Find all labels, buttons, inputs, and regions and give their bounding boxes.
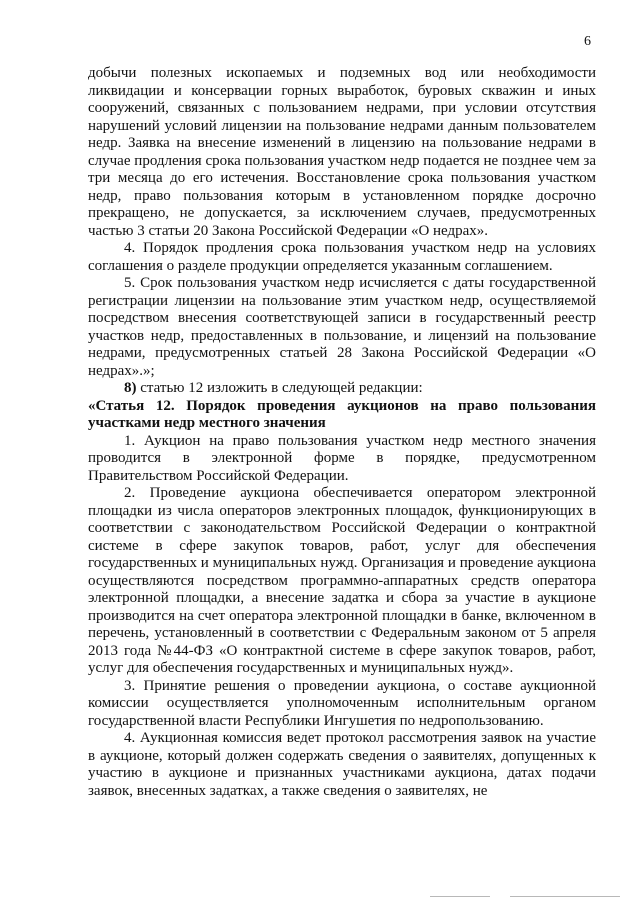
paragraph-item-5: 5. Срок пользования участком недр исчисляется с даты государственной регистрации лицензии на пользование этим участком недр, осуществляемой посредством внесения соответствующей записи в государственный реестр участков недр, предоставленных в пользование, и лицензий на пользование недрами, предусмотренных статьей 28 Закона Российской Федерации «О недрах».»; [88,275,596,379]
article-paragraph-1: 1. Аукцион на право пользования участком недр местного значения проводится в электронной форме в порядке, предусмотренном Правительством Российской Федерации. [88,432,596,484]
scan-artifact-line [510,896,620,897]
article-title: «Статья 12. Порядок проведения аукционов на право пользования участками недр местного значения [88,397,596,431]
paragraph-continuation: добычи полезных ископаемых и подземных вод или необходимости ликвидации и консервации горных выработок, буровых скважин и иных сооружений, связанных с пользованием недрами, при условии отсутствия нарушений условий лицензии на пользование недрами данным пользователем недр. Заявка на внесение изменений в лицензию на пользование недрами в случае продления срока пользования участком недр подается не позднее чем за три месяца до его истечения. Восстановление срока пользования участком недр, право пользования которым в установленном порядке досрочно прекращено, не допускается, за исключением случаев, предусмотренных частью 3 статьи 20 Закона Российской Федерации «О недрах». [88,65,596,239]
article-paragraph-4: 4. Аукционная комиссия ведет протокол рассмотрения заявок на участие в аукционе, который должен содержать сведения о заявителях, допущенных к участию в аукционе и признанных участниками аукциона, датах подачи заявок, внесенных задатках, а также сведения о заявителях, не [88,730,596,799]
paragraph-item-4: 4. Порядок продления срока пользования участком недр на условиях соглашения о разделе продукции определяется указанным соглашением. [88,240,596,274]
amendment-line [88,380,596,398]
amendment-number: 8) [124,380,137,396]
amendment-text: статью 12 изложить в следующей редакции: [136,380,423,396]
article-paragraph-2: 2. Проведение аукциона обеспечивается оператором электронной площадки из числа операторов электронных площадок, функционирующих в соответствии с законодательством Российской Федерации о контрактной системе в сфере закупок товаров, работ, услуг для обеспечения государственных и муниципальных нужд. Организация и проведение аукциона осуществляются посредством программно-аппаратных средств оператора электронной площадки, а внесение задатка и сбора за участие в аукционе производится на счет оператора электронной площадки в банке, включенном в перечень, установленный в соответствии с Федеральным законом от 5 апреля 2013 года №44-ФЗ «О контрактной системе в сфере закупок товаров, работ, услуг для обеспечения государственных и муниципальных нужд». [88,485,596,676]
page-number: 6 [584,34,591,49]
article-paragraph-3: 3. Принятие решения о проведении аукциона, о составе аукционной комиссии осуществляется уполномоченным исполнительным органом государственной власти Республики Ингушетия по недропользованию. [88,677,596,729]
document-body [88,65,596,800]
scan-artifact-line [430,896,490,897]
